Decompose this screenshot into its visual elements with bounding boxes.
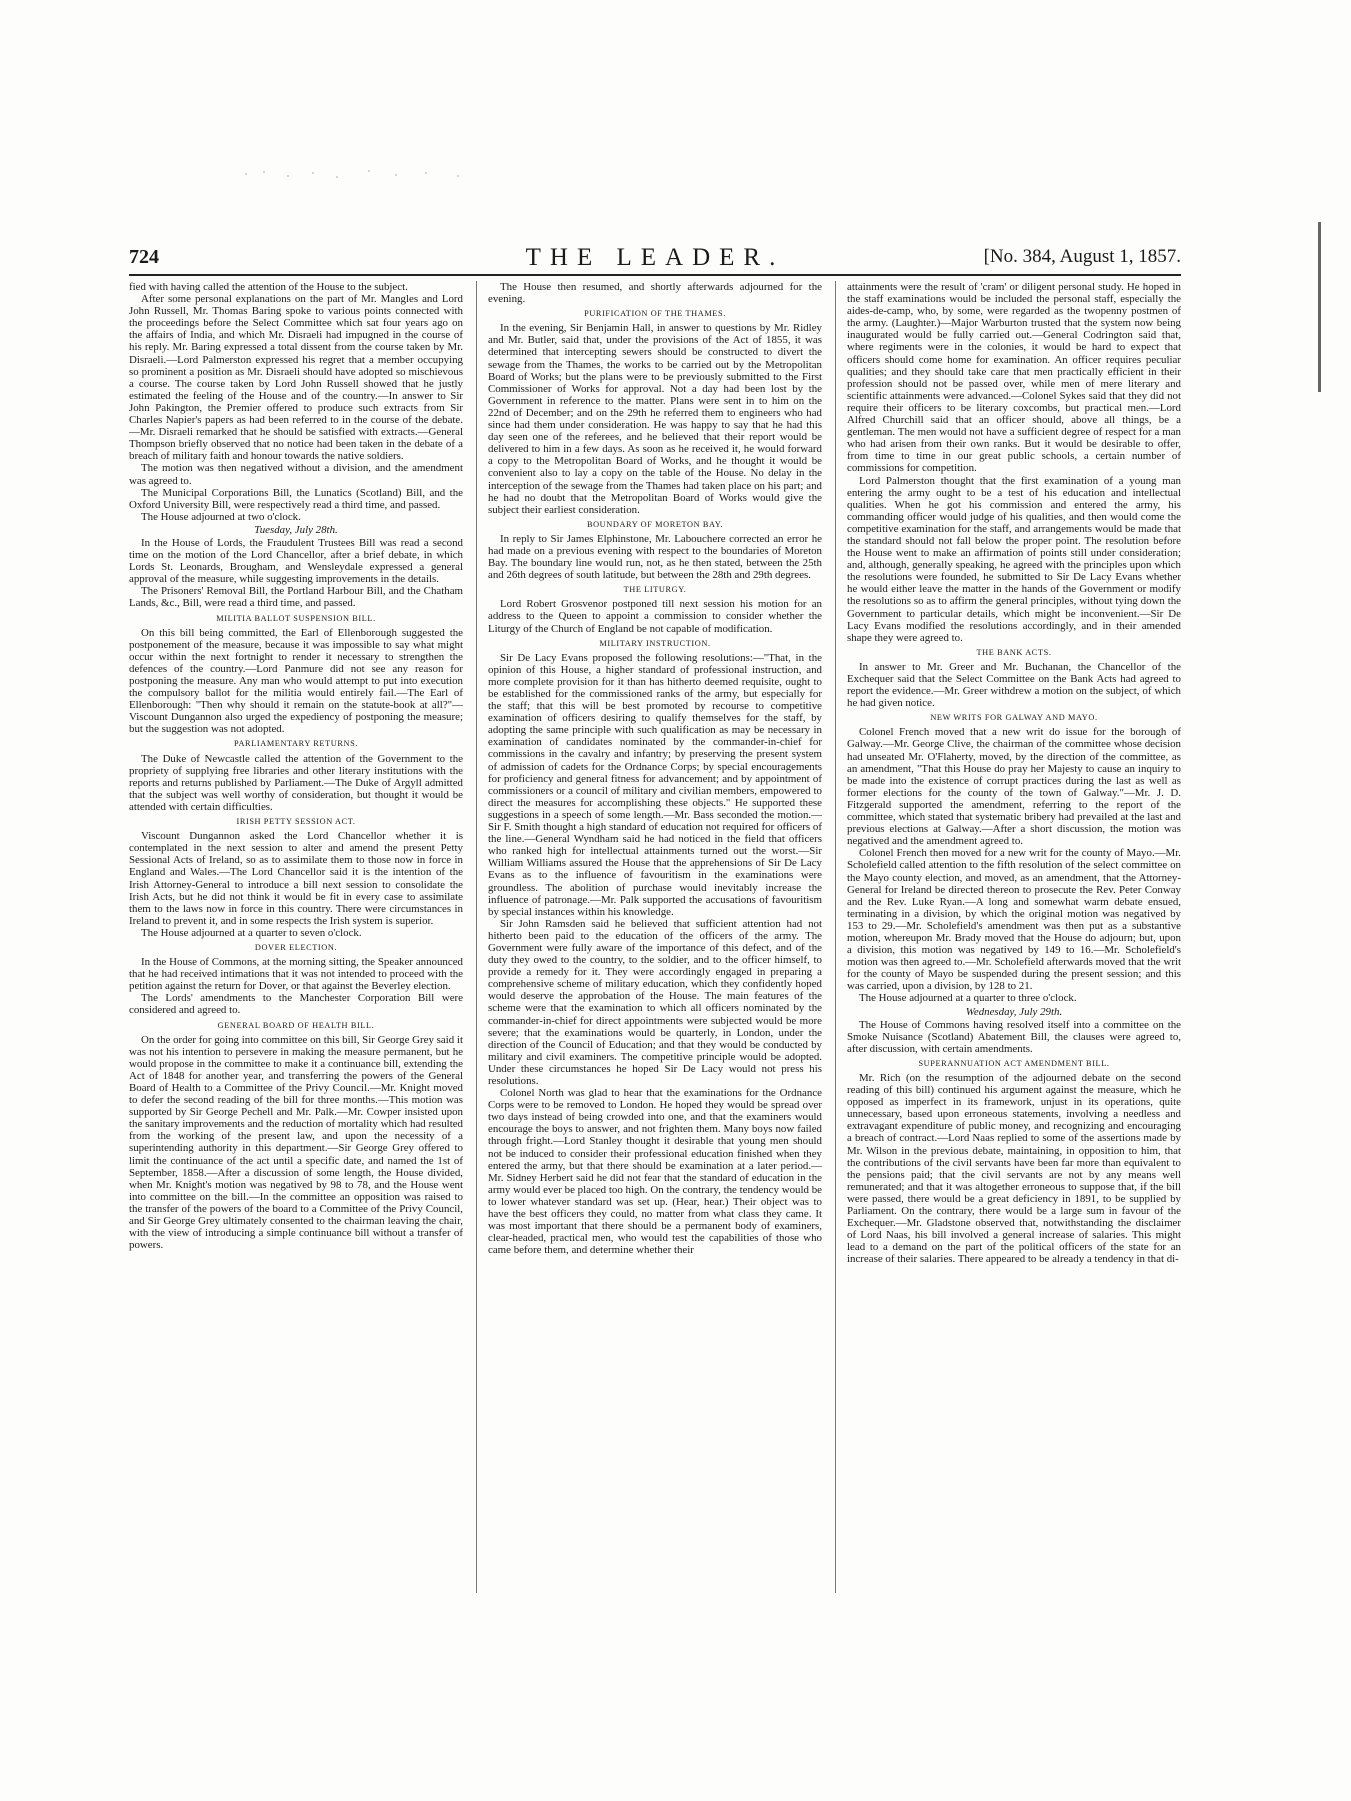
paragraph: Lord Robert Grosvenor postponed till next session his motion for an address to the Queen to appoint a commission to consider whether the Liturgy of the Church of England be not capable of modification. [488,598,822,635]
paragraph: Colonel French moved that a new writ do issue for the borough of Galway.—Mr. George Clive, the chairman of the committee whose decision had unseated Mr. O'Flaherty, moved, by the direction of the committee, as an amendment, "That this House do pray her Majesty to cause an inquiry to be made into the existence of corrupt practices during the last as well as former elections for the county of the town of Galway."—Mr. J. D. Fitzgerald supported the amendment, referring to the report of the committee, which stated that systematic bribery had prevailed at the last and previous elections at Galway.—After a short discussion, the motion was negatived and the amendment agreed to. [847,726,1181,848]
paragraph: The House adjourned at a quarter to three o'clock. [859,992,1077,1005]
paragraph: Sir De Lacy Evans proposed the following resolutions:—"That, in the opinion of this House, a higher standard of professional instruction, and more complete provision for it than has hitherto deemed requisite, ought to be established for the commissioned ranks of the army, but especially for the staff; that this will be best promoted by recourse to competitive examination of officers desiring to qualify themselves for the staff, by adopting the same principle with such qualification as may be necessary in examination of candidates nominated by the commander-in-chief for commissions in the cavalry and infantry; by preserving the present system of admission of cadets for the Ordnance Corps; by special encouragements for proficiency and general fitness for advancement; and by appointment of commissioners or a council of military and civilian members, empowered to direct the measures for accomplishing these objects." He supported these suggestions in a speech of some length.—Mr. Bass seconded the motion.—Sir F. Smith thought a high standard of education not required for officers of the line.—General Wyndham said he had noticed in the field that officers who ranked high for intellectual attainments turned out the worst.—Sir William Williams assured the House that the apprehensions of Sir De Lacy Evans as to the influence of favouritism in the examinations were groundless. The abolition of purchase would inevitably increase the influence of patronage.—Mr. Palk supported the accusations of favouritism by special instances within his knowledge. [488,651,822,918]
paragraph: Mr. Rich (on the resumption of the adjourned debate on the second reading of this bill) continued his argument against the measure, which he opposed as imperfect in its framework, unjust in its operations, quite unnecessary, based upon erroneous statements, involving a needless and extravagant expenditure of public money, and recognizing and encouraging a breach of contract.—Lord Naas replied to some of the assertions made by Mr. Wilson in the previous debate, maintaining, in opposition to him, that the contributions of the civil servants have been far more than equivalent to the pensions paid; that the civil servants are not by any means well remunerated; and that it was altogether erroneous to suppose that, if the bill were passed, there would be a great deficiency in 1891, to be supplied by Parliament. On the contrary, there would be a large sum in favour of the Exchequer.—Mr. Gladstone observed that, notwithstanding the disclaimer of Lord Naas, his bill involved a general increase of salaries. This might lead to a demand on the part of the political officers of the state for an increase of their salaries. There appeared to be already a tendency in that di- [847,1072,1181,1266]
paragraph: The motion was then negatived without a division, and the amendment was agreed to. [129,462,463,487]
date-heading: Tuesday, July 28th. [254,523,338,536]
paragraph: In reply to Sir James Elphinstone, Mr. Labouchere corrected an error he had made on a previous evening with respect to the boundaries of Moreton Bay. The boundary line would run, not, as he then stated, between the 25th and 26th degrees of south latitude, but between the 28th and 29th degrees. [488,532,822,582]
paragraph: On this bill being committed, the Earl of Ellenborough suggested the postponement of the measure, because it was impossible to say what might occur within the next fortnight to render it necessary to strengthen the defences of the country.—Lord Panmure did not see any reason for postponing the measure. Any man who would attempt to put into execution the compulsory ballot for the militia would entirely fail.—The Earl of Ellenborough: "Then why should it remain on the statute-book at all?"—Viscount Dungannon also urged the expediency of postponing the measure; but the suggestion was not adopted. [129,626,463,736]
column-2 [488,281,822,1593]
paragraph: The Municipal Corporations Bill, the Lunatics (Scotland) Bill, and the Oxford University Bill, were respectively read a third time, and passed. [129,486,463,511]
section-heading: SUPERANNUATION ACT AMENDMENT BILL. [918,1058,1110,1068]
section-heading: IRISH PETTY SESSION ACT. [236,817,356,827]
section-heading: NEW WRITS FOR GALWAY AND MAYO. [930,713,1098,723]
date-heading: Wednesday, July 29th. [965,1005,1063,1018]
paragraph: The Duke of Newcastle called the attention of the Government to the propriety of supplying free libraries and other literary institutions with the reports and returns published by Parliament.—The Duke of Argyll admitted that the subject was well worthy of consideration, but thought it would be attended with certain difficulties. [129,752,463,813]
page-header [129,244,1181,274]
column-1 [129,281,463,1593]
column-3 [847,281,1181,1593]
paragraph: Lord Palmerston thought that the first examination of a young man entering the army ought to be a test of his education and intellectual qualities. When he got his commission and entered the army, his commanding officer would judge of his qualities, and then would come the competitive examination for the staff, and arrangements would be made that the standard should not fall below the proper point. The resolution before the House went to make an affirmation of points still under consideration; and, although, generally speaking, he agreed with the principles upon which the resolutions were founded, he submitted to Sir De Lacy Evans whether he would either leave the matter in the hands of the Government or modify the resolutions so as to affirm the general principles, without tying down the Government to particular details, which might be inconvenient.—Sir De Lacy Evans modified the resolutions accordingly, and in their amended shape they were agreed to. [847,474,1181,644]
section-heading: PARLIAMENTARY RETURNS. [234,739,358,749]
column-divider [476,281,477,1593]
paragraph: attainments were the result of 'cram' or diligent personal study. He hoped in the staff examinations would be included the personal staff, especially the aides-de-camp, who, by some, were regarded as the twopenny postmen of the army. (Laughter.)—Major Warburton trusted that the system now being inaugurated would be fully carried out.—General Codrington said that, where regiments were in the colonies, it would be hard to expect that officers should come home for examination. An officer requires peculiar qualities; and they should take care that men practically efficient in their profession should not be passed over, while men of mere literary and scientific attainments were advanced.—Colonel Sykes said that they did not require their officers to be literary coxcombs, but practical men.—Lord Alfred Churchill said that an officer should, above all things, be a gentleman. The men would not have a sufficient degree of respect for a man who had arisen from their own ranks. But it would be desirable to offer, from time to time in our great public schools, a certain number of commissions for competition. [847,281,1181,475]
paragraph: In answer to Mr. Greer and Mr. Buchanan, the Chancellor of the Exchequer said that the Select Committee on the Bank Acts had agreed to report the evidence.—Mr. Greer withdrew a motion on the subject, of which he had given notice. [847,660,1181,710]
paragraph: In the House of Lords, the Fraudulent Trustees Bill was read a second time on the motion of the Lord Chancellor, after a brief debate, in which Lords St. Leonards, Brougham, and Wensleydale expressed a general approval of the measure, while suggesting improvements in the details. [129,536,463,586]
section-heading: THE BANK ACTS. [976,647,1052,657]
paragraph: Viscount Dungannon asked the Lord Chancellor whether it is contemplated in the next session to alter and amend the present Petty Sessional Acts of Ireland, so as to assimilate them to those now in force in England and Wales.—The Lord Chancellor said it is the intention of the Irish Attorney-General to introduce a bill next session to consolidate the Irish Acts, but he did not think it would be fit in every case to assimilate them to the laws now in force in this country. There were circumstances in Ireland to prevent it, and in some respects the Irish system is superior. [129,830,463,927]
paragraph: Colonel French then moved for a new writ for the county of Mayo.—Mr. Scholefield called attention to the fifth resolution of the select committee on the Mayo county election, and moved, as an amendment, that the Attorney-General for Ireland be directed thereon to prosecute the Rev. Peter Conway and the Rev. Luke Ryan.—A long and somewhat warm debate ensued, terminating in a division, by which the original motion was negatived by 153 to 29.—Mr. Scholefield's amendment was then put as a substantive motion, whereupon Mr. Brady moved that the House do adjourn; but, upon a division, this motion was negatived by 149 to 16.—Mr. Scholefield's motion was then agreed to.—Mr. Scholefield afterwards moved that the writ for the county of Mayo be suspended during the present session; and this was carried, upon a division, by 128 to 21. [847,847,1181,993]
page-edge-mark [1318,222,1321,392]
paragraph: In the House of Commons, at the morning sitting, the Speaker announced that he had received intimations that it was not intended to proceed with the petition against the return for Dover, or that against the Beverley election. [129,956,463,993]
section-heading: PURIFICATION OF THE THAMES. [584,309,726,319]
print-speckle [236,168,476,182]
paragraph: The Prisoners' Removal Bill, the Portland Harbour Bill, and the Chatham Lands, &c., Bill, were read a third time, and passed. [129,585,463,610]
header-rule [129,274,1181,276]
paragraph: Sir John Ramsden said he believed that sufficient attention had not hitherto been paid to the education of the officers of the army. The Government were fully aware of the importance of this defect, and of the duty they owed to the country, to the soldier, and to the officer himself, to provide a remedy for it. They were accordingly engaged in preparing a comprehensive scheme of military education, which they confidently hoped would deserve the approbation of the House. The main features of the scheme were that the examination to which all officers nominated by the commander-in-chief for direct appointments were subjected would be more severe; that the examinations would be quarterly, in London, under the direction of the Council of Education; and that they would be conducted by military and civil examiners. The competitive principle would be adopted. Under these circumstances he hoped Sir De Lacy would not press his resolutions. [488,917,822,1087]
paragraph: fied with having called the attention of the House to the subject. [129,281,408,293]
section-heading: DOVER ELECTION. [254,942,338,952]
paragraph: The Lords' amendments to the Manchester Corporation Bill were considered and agreed to. [129,992,463,1017]
section-heading: MILITIA BALLOT SUSPENSION BILL. [216,613,376,623]
paragraph: Colonel North was glad to hear that the examinations for the Ordnance Corps were to be removed to London. He hoped they would be spread over two days instead of being crowded into one, and that the examiners would encourage the boys to answer, and not frighten them. Many boys now failed through fright.—Lord Stanley thought it desirable that young men should not be induced to consider their professional education finished when they entered the army, but that there should be examination at a later period.—Mr. Sidney Herbert said he did not fear that the standard of education in the army would ever be placed too high. On the contrary, the tendency would be to lower whatever standard was set up. (Hear, hear.) Their object was to have the best officers they could, no matter from what class they came. It was most important that there should be a permanent body of examiners, clear-headed, practical men, who would test the capabilities of those who came before them, and determine whether their [488,1087,822,1257]
paragraph: The House adjourned at a quarter to seven o'clock. [141,926,362,939]
issue-line: [No. 384, August 1, 1857. [983,246,1181,267]
section-heading: GENERAL BOARD OF HEALTH BILL. [217,1020,375,1030]
paragraph: The House then resumed, and shortly afterwards adjourned for the evening. [488,281,822,306]
paragraph: On the order for going into committee on this bill, Sir George Grey said it was not his intention to persevere in making the measure permanent, but he would propose in the committee to make it a continuance bill, extending the Act of 1848 for another year, and transferring the powers of the General Board of Health to a Committee of the Privy Council.—Mr. Knight moved to defer the second reading of the bill for three months.—This motion was supported by Sir George Pechell and Mr. Palk.—Mr. Cowper insisted upon the sanitary improvements and the reduction of mortality which had resulted from the working of the present law, and upon the necessity of a superintending authority in this department.—Sir George Grey offered to limit the continuance of the act until a specific date, and named the 1st of September, 1858.—After a discussion of some length, the House divided, when Mr. Knight's motion was negatived by 98 to 78, and the House went into committee on the bill.—In the committee an opposition was raised to the transfer of the powers of the board to a Committee of the Privy Council, and Sir George Grey ultimately consented to the chairman leaving the chair, with the view of introducing a simple continuance bill without a transfer of powers. [129,1033,463,1252]
column-divider [835,281,836,1593]
page-number: 724 [129,246,159,268]
paragraph: The House adjourned at two o'clock. [141,510,301,523]
paragraph: After some personal explanations on the part of Mr. Mangles and Lord John Russell, Mr. Thomas Baring spoke to various points connected with the proceedings before the Select Committee which sat four years ago on the affairs of India, and which Mr. Disraeli had impugned in the course of his reply. Mr. Baring expressed a total dissent from the course taken by Mr. Disraeli.—Lord Palmerston expressed his regret that a member occupying so prominent a position as Mr. Disraeli should have adopted so mischievous a course. The course taken by Lord John Russell showed that he justly estimated the feeling of the House and of the country.—In answer to Sir John Pakington, the Premier offered to produce such extracts from Sir Charles Napier's papers as had been referred to in the course of the debate.—Mr. Disraeli remarked that he should be satisfied with extracts.—General Thompson briefly observed that no notice had been taken in the debate of a breach of military faith and honour towards the native soldiers. [129,293,463,463]
section-heading: BOUNDARY OF MORETON BAY. [586,519,724,529]
paragraph: The House of Commons having resolved itself into a committee on the Smoke Nuisance (Scotland) Abatement Bill, the clauses were agreed to, after discussion, with certain amendments. [847,1018,1181,1055]
masthead-title: THE LEADER. [525,244,785,271]
paragraph: In the evening, Sir Benjamin Hall, in answer to questions by Mr. Ridley and Mr. Butler, said that, under the provisions of the Act of 1855, it was determined that intercepting sewers should be constructed to divert the sewage from the Thames, the works to be carried out by the Metropolitan Board of Works; but the plans were to be previously submitted to the First Commissioner of Works for approval. Not a day had been lost by the Government in reference to the matter. Plans were sent in to him on the 22nd of December; and on the 29th he referred them to engineers who had since had them under consideration. He was happy to say that he had this day seen one of the referees, and he believed that their report would be delivered to him in a few days. As soon as he received it, he would forward a copy to the Metropolitan Board of Works, and he thought it would be convenient also to lay a copy on the table of the House. No delay in the interception of the sewage from the Thames had taken place on his part; and he had no doubt that the Metropolitan Board of Works would give the subject their earliest consideration. [488,322,822,516]
section-heading: MILITARY INSTRUCTION. [599,638,711,648]
section-heading: THE LITURGY. [623,585,687,595]
